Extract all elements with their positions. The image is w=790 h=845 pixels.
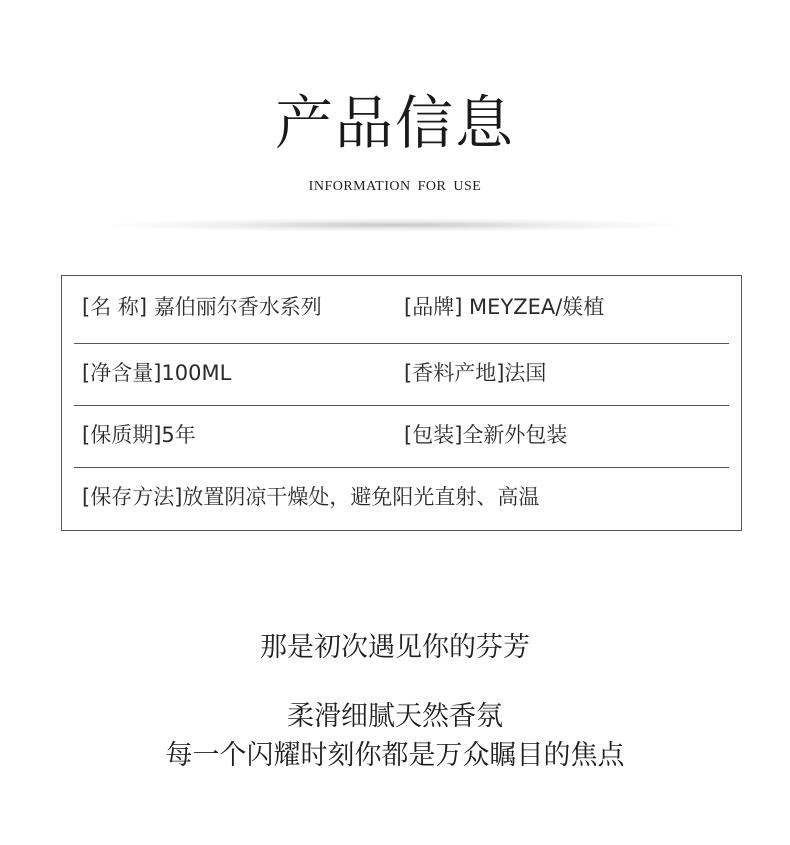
info-row bbox=[74, 282, 729, 344]
info-row bbox=[74, 468, 729, 530]
info-row bbox=[74, 344, 729, 406]
product-origin: [香料产地]法国 bbox=[404, 361, 547, 385]
slogan-line-1: 那是初次遇见你的芬芳 bbox=[260, 632, 530, 663]
product-info-table bbox=[61, 275, 742, 531]
info-row bbox=[74, 406, 729, 468]
slogan-line-3: 每一个闪耀时刻你都是万众瞩目的焦点 bbox=[165, 740, 625, 771]
product-volume: [净含量]100ML bbox=[82, 361, 232, 385]
slogan-line-2: 柔滑细腻天然香氛 bbox=[287, 701, 503, 732]
product-brand: [品牌] MEYZEA/媄植 bbox=[404, 295, 605, 319]
product-name: [名 称] 嘉伯丽尔香水系列 bbox=[82, 295, 322, 319]
page-subtitle: INFORMATION FOR USE bbox=[308, 179, 482, 194]
product-packaging: [包装]全新外包装 bbox=[404, 423, 568, 447]
divider-shadow bbox=[100, 218, 690, 232]
product-storage: [保存方法]放置阴凉干燥处，避免阳光直射、高温 bbox=[82, 485, 540, 509]
product-shelf-life: [保质期]5年 bbox=[82, 423, 196, 447]
page-title: 产品信息 bbox=[274, 89, 515, 157]
